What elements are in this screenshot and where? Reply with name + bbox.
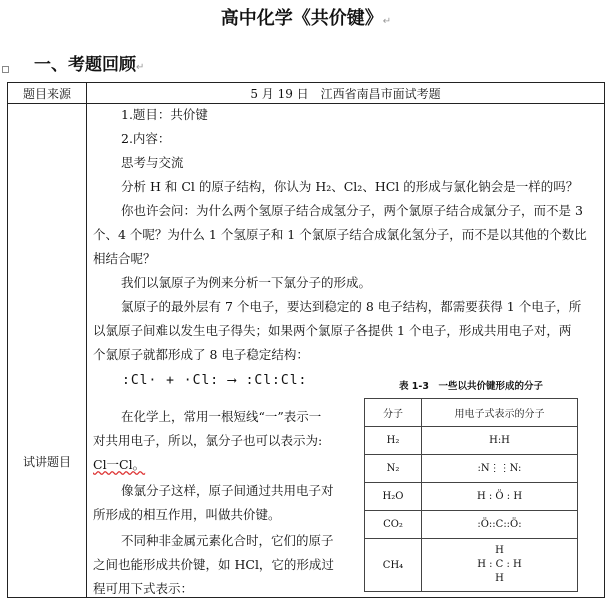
left-line-3: Cl一Cl。 xyxy=(93,457,146,472)
header-molecule: 分子 xyxy=(365,399,422,427)
formula-cell: :N⋮⋮N: xyxy=(422,455,578,483)
line-9: 氯原子的最外层有 7 个电子，要达到稳定的 8 电子结构，都需要获得 1 个电子，所 xyxy=(121,299,582,314)
cl2-formation-equation: :Cl· + ·Cl: ⟶ :Cl:Cl: xyxy=(122,373,308,388)
line-2: 2.内容： xyxy=(121,131,171,146)
formula-cell: H H : C : H H xyxy=(422,539,578,592)
table-move-handle[interactable] xyxy=(2,66,9,73)
line-4: 分析 H 和 Cl 的原子结构，你认为 H₂、Cl₂、HCl 的形成与氯化钠会是一样的吗？ xyxy=(121,179,579,194)
line-6: 个、4 个呢？为什么 1 个氢原子和 1 个氯原子结合成氯化氢分子，而不是以其他的个数比 xyxy=(93,227,587,242)
left-line-1: 在化学上，常用一根短线“一”表示一 xyxy=(121,409,322,424)
formula-cell: :Ö::C::Ö: xyxy=(422,511,578,539)
table-row xyxy=(365,539,578,592)
line-10: 以氯原子间难以发生电子得失；如果两个氯原子各提供 1 个电子，形成共用电子对，两 xyxy=(93,323,572,338)
left-line-6: 不同种非金属元素化合时，它们的原子 xyxy=(121,533,334,548)
table-1-3 xyxy=(364,381,578,592)
side-label: 试讲题目 xyxy=(22,455,71,469)
doc-title: 高中化学《共价键》↵ xyxy=(220,8,392,29)
table-row xyxy=(365,511,578,539)
left-line-2: 对共用电子，所以，氯分子也可以表示为: xyxy=(93,433,323,448)
molecule-cell: N₂ xyxy=(365,455,422,483)
molecule-cell: H₂ xyxy=(365,427,422,455)
table-1-3-grid xyxy=(364,398,578,592)
formula-cell: H : Ö : H xyxy=(422,483,578,511)
column-divider xyxy=(86,83,87,597)
table-row xyxy=(365,455,578,483)
table-row xyxy=(365,483,578,511)
left-line-8: 程可用下式表示： xyxy=(93,581,194,596)
molecule-cell: CO₂ xyxy=(365,511,422,539)
section-heading: 一、考题回顾↵ xyxy=(34,55,145,75)
table-row xyxy=(365,427,578,455)
line-8: 我们以氯原子为例来分析一下氯分子的形成。 xyxy=(121,275,372,290)
left-line-4: 像氯分子这样，原子间通过共用电子对 xyxy=(121,483,334,498)
source-label: 题目来源 xyxy=(22,87,71,101)
line-1: 1.题目：共价键 xyxy=(121,107,208,122)
line-11: 个氯原子就都形成了 8 电子稳定结构： xyxy=(93,347,309,362)
source-value: 5 月 19 日 江西省南昌市面试考题 xyxy=(250,87,441,101)
line-3: 思考与交流 xyxy=(121,155,184,170)
molecule-cell: CH₄ xyxy=(365,539,422,592)
line-7: 相结合呢？ xyxy=(93,251,156,266)
header-row xyxy=(8,83,604,104)
table-1-3-header xyxy=(365,399,578,427)
left-line-7: 之间也能形成共价键，如 HCl，它的形成过 xyxy=(93,557,334,572)
formula-cell: H:H xyxy=(422,427,578,455)
molecule-cell: H₂O xyxy=(365,483,422,511)
left-line-5: 所形成的相互作用，叫做共价键。 xyxy=(93,507,281,522)
line-5: 你也许会问：为什么两个氢原子结合成氢分子，两个氯原子结合成氯分子，而不是 3 xyxy=(121,203,583,218)
header-formula: 用电子式表示的分子 xyxy=(422,399,578,427)
table-1-3-caption: 表 1-3 一些以共价键形成的分子 xyxy=(399,381,543,392)
